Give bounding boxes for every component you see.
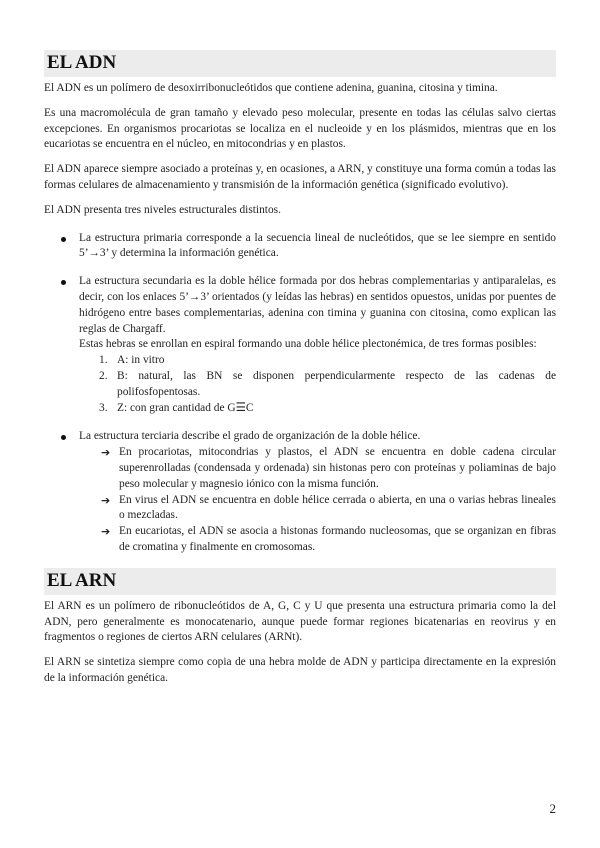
list-item-primary <box>44 231 556 263</box>
adn-paragraph-3: El ADN aparece siempre asociado a proteínas y, en ocasiones, a ARN, y constituye una forma común a todas las formas celulares de almacenamiento y transmisión de la información genética (significado evolutivo). <box>44 163 556 191</box>
list-item-secondary <box>44 274 556 416</box>
adn-paragraph-4: El ADN presenta tres niveles estructurales distintos. <box>44 203 281 216</box>
list-item <box>99 445 556 492</box>
list-item-text: B: natural, las BN se disponen perpendicularmente respecto de las cadenas de polifosfopentosas. <box>117 369 556 398</box>
list-item <box>99 524 556 556</box>
section-title-arn: EL ARN <box>44 568 556 595</box>
list-item-text: En virus el ADN se encuentra en doble hélice cerrada o abierta, en una o varias hebras lineales o mezcladas. <box>119 493 556 522</box>
arn-paragraph-2: El ARN se sintetiza siempre como copia de una hebra molde de ADN y participa directamente en la expresión de la información genética. <box>44 656 556 684</box>
structure-levels-list <box>44 231 556 556</box>
adn-paragraph-2: Es una macromolécula de gran tamaño y elevado peso molecular, presente en todas las células salvo ciertas excepciones. En organismos procariotas se localiza en el nucleoide y en los plásmidos, mientras que en los eucariotas se encuentra en el núcleo, en mitocondrias y en plastos. <box>44 106 556 151</box>
list-number: 3. <box>99 401 108 414</box>
section-title-adn: EL ADN <box>44 50 556 77</box>
secondary-structure-text: La estructura secundaria es la doble hélice formada por dos hebras complementarias y antiparalelas, es decir, con los enlaces 5’→3’ orientados (y leídas las hebras) en sentidos opuestos, unidas por puentes de hidrógeno entre bases complementarias, adenina con timina y guanina con citosina, como explican las reglas de Chargaff. <box>79 275 556 335</box>
list-item-text: Z: con gran cantidad de G☰C <box>117 401 254 414</box>
arrow-icon: ➔ <box>101 493 111 507</box>
bullet-icon <box>61 237 66 242</box>
list-item <box>99 493 556 525</box>
tertiary-points-list <box>79 445 556 556</box>
adn-paragraph-1: El ADN es un polímero de desoxirribonucleótidos que contiene adenina, guanina, citosina y timina. <box>44 82 498 94</box>
bullet-icon <box>61 280 66 285</box>
arn-paragraph-1: El ARN es un polímero de ribonucleótidos de A, G, C y U que presenta una estructura primaria como la del ADN, pero generalmente es monocatenario, aunque puede formar regiones bicatenarias en reovirus y en fragmentos o regiones de ciertos ARN celulares (ARNt). <box>44 599 556 644</box>
page-content <box>44 50 556 687</box>
page-number: 2 <box>549 801 556 816</box>
primary-structure-text: La estructura primaria corresponde a la secuencia lineal de nucleótidos, que se lee siempre en sentido 5’→3’ y determina la información genética. <box>79 231 556 260</box>
bullet-icon <box>61 435 66 440</box>
list-item <box>99 353 556 369</box>
list-number: 1. <box>99 354 108 367</box>
list-item-text: A: in vitro <box>117 354 165 367</box>
secondary-forms-intro: Estas hebras se enrollan en espiral formando una doble hélice plectonémica, de tres formas posibles: <box>79 338 537 351</box>
arrow-icon: ➔ <box>101 446 111 460</box>
tertiary-structure-text: La estructura terciaria describe el grado de organización de la doble hélice. <box>79 430 421 443</box>
list-number: 2. <box>99 369 108 382</box>
list-item <box>99 401 556 417</box>
list-item-tertiary <box>44 429 556 555</box>
helix-forms-list <box>79 353 556 416</box>
list-item-text: En eucariotas, el ADN se asocia a histonas formando nucleosomas, que se organizan en fibras de cromatina y finalmente en cromosomas. <box>119 525 556 553</box>
list-item <box>99 369 556 401</box>
list-item-text: En procariotas, mitocondrias y plastos, el ADN se encuentra en doble cadena circular superenrolladas (condensada y ordenada) sin histonas pero con proteínas y poliaminas de bajo peso molecular y magnesio iónico con la misma función. <box>119 446 556 490</box>
arrow-icon: ➔ <box>101 525 111 539</box>
